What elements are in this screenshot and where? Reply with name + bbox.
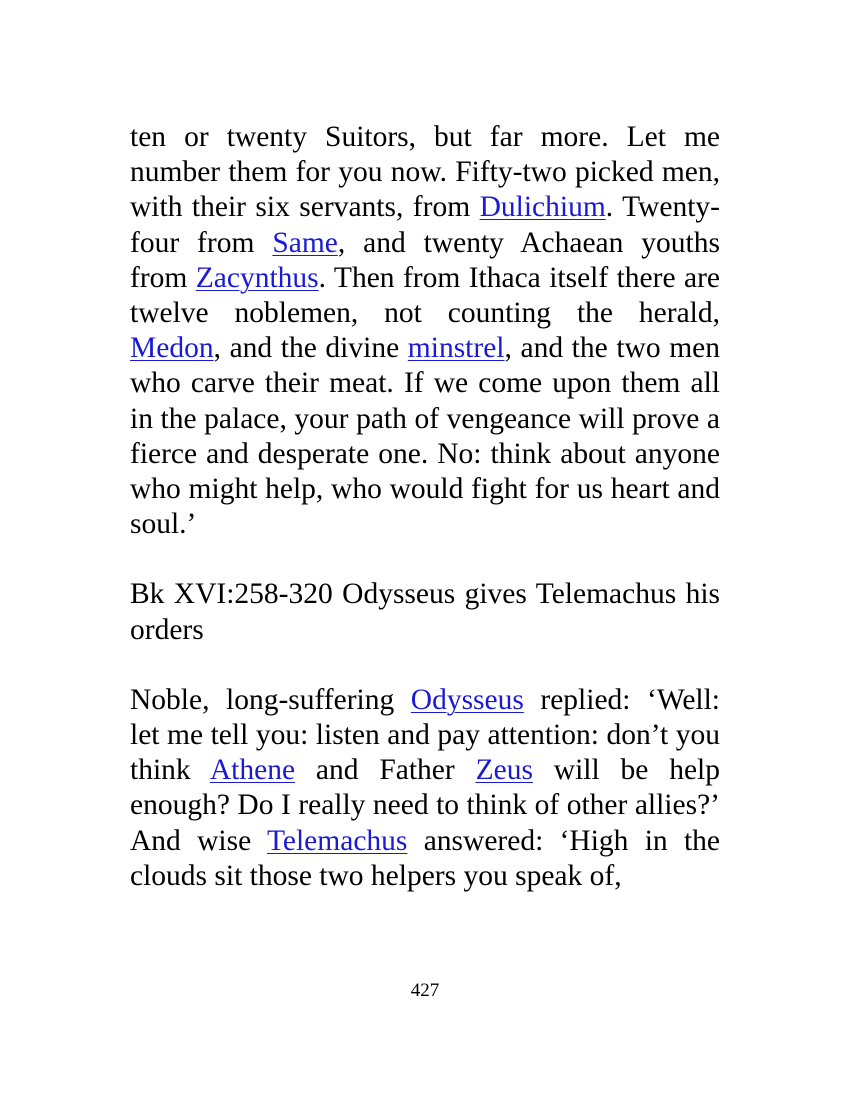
text-run: ten or twenty Suitors, but far more. Let me number them for you now. Fifty-two picked men, with their six servants, from [130,121,720,224]
paragraph-suitors-count [130,120,720,542]
link-zacynthus[interactable]: Zacynthus [195,261,319,294]
page-number: 427 [410,980,440,1001]
heading-text: Bk XVI:258-320 Odysseus gives Telemachus his orders [130,578,720,646]
link-zeus[interactable]: Zeus [475,754,533,787]
text-run: . Twenty-four from [130,191,720,259]
page-body [130,120,720,894]
text-run: . Then from Ithaca itself there are twelve noblemen, not counting the herald, [130,261,720,330]
text-run: , and twenty Achaean youths from [130,226,720,294]
paragraph-odysseus-reply [130,683,720,894]
link-odysseus[interactable]: Odysseus [410,683,524,716]
text-run: Noble, long-suffering [130,683,411,716]
link-athene[interactable]: Athene [209,754,296,787]
text-run: , and the two men who carve their meat. If we come upon them all in the palace, your path of vengeance will prove a fierce and desperate one. No: think about anyone who might help, who would fight for us heart and soul.’ [130,332,720,541]
link-telemachus[interactable]: Telemachus [266,824,408,857]
text-run: and Father [295,754,476,787]
section-heading [130,577,720,647]
text-run: answered: ‘High in the clouds sit those two helpers you speak of, [130,824,720,892]
link-dulichium[interactable]: Dulichium [479,191,606,224]
text-run: replied: ‘Well: let me tell you: listen and pay attention: don’t you think [130,683,720,787]
link-medon[interactable]: Medon [130,332,214,365]
link-same[interactable]: Same [272,226,338,259]
text-run: , and the divine [213,332,408,365]
link-minstrel[interactable]: minstrel [407,332,505,365]
text-run: will be help enough? Do I really need to think of other allies?’ And wise [130,754,720,857]
